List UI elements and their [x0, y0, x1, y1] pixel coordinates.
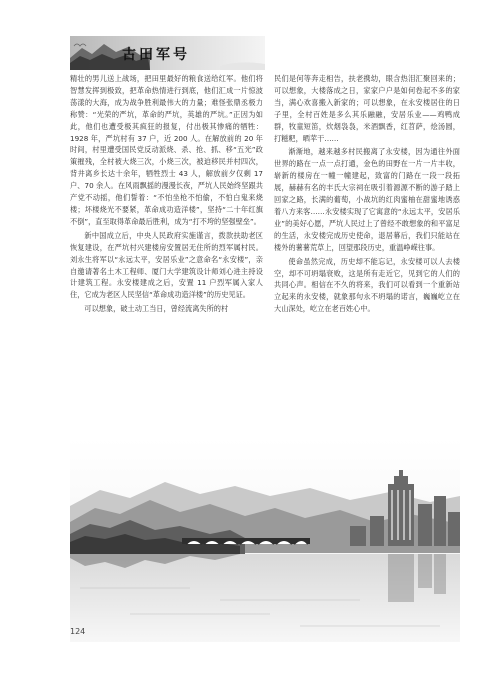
paragraph: 使命虽然完成，历史却不能忘记，永安楼可以人去楼空，却不可坍塌衰败，这是所有走近它，见到它的人们的共同心声。相信在不久的将来，我们可以看到一个重新站立起来的永安楼，就象那句永不坍塌的诺言，巍巍屹立在大山深处，屹立在老百姓心中。	[274, 256, 460, 314]
landscape-ink-illustration	[70, 438, 460, 642]
paragraph: 新中国成立后，中央人民政府实施谨言，拨款扶助老区恢复建设，在严坑村兴建楼房安置居无住所的烈军属村民。刘永生将军以“永远太平，安居乐业”之意命名“永安楼”，亲自邀请著名土木工程师、厦门大学建筑设计师刘心进主持设计建筑工程。永安楼建成之后，安置 11 户烈军属入家人住，它成为老区人民坚信“革命成功造洋楼”的历史见证。	[70, 230, 263, 300]
paragraph: 民们是何等奔走相告，扶老携幼，眼含热泪汇聚回来的；可以想象，大楼落成之日，家家户户是如何卷起不多的家当，满心欢喜搬入新家的；可以想象，在永安楼居住的日子里，全村百姓是多么其乐融融，安居乐业——鸡鸭成群，牧童短笛，炊烟袅袅，米酒飘香，红苕萨，烩汤圆，打糍粑，晒苹干……	[274, 74, 460, 143]
column-title: 古田军号	[122, 47, 190, 63]
paragraph: 渐渐地，越来越多村民搬离了永安楼，因为通往外面世界的路在一点一点打通，金色的田野在一片一片丰收，崭新的楼房在一幢一幢建起，致富的门路在一段一段拓展，赫赫有名的丰氏大宗祠在吸引着源源不断的游子踏上回家之路，长满的葡萄，小战坑的红肉蜜柚在甜蜜地诱惑着八方来客……永安楼实现了它寓意的“永远太平，安居乐业”的美好心愿，严坑人民过上了曾经不敢想象的和平富足的生活，永安楼完成历史使命，退居幕后，我们只能站在楼外的薯薯荒草上，回望那段历史，重温峥嵘往事。	[274, 147, 460, 252]
right-text-column	[274, 73, 460, 317]
arch-bridge-icon	[182, 538, 310, 544]
town-bridge-landscape-icon	[70, 438, 460, 642]
paragraph: 可以想象，破土动工当日，曾经流离失所的村	[84, 304, 229, 314]
left-text-column	[70, 73, 263, 317]
paragraph: 精壮的男儿送上战场，把田里最好的粮食送给红军。他们将智慧发挥到极致，把革命热情进行到底，他们汇成一片惊波荡漾的大海，成为战争胜利最伟大的力量；难怪张鼎丞极力称赞：“光荣的严坑，革命的严坑，英雄的严坑。”正因为如此，他们也遭受极其疯狂的报复，付出极其惨痛的牺牲：1928 年，严坑村有 37 户，近 200 人。在解放前的 20 年时间，村里遭受国民党反动派烧、杀、抢、抓、移“五光”政策摧残，全村被大烧三次，小烧三次，被迫移民并村四次，背井离乡长达十余年，牺牲烈士 43 人，解放前夕仅剩 17 户、70 余人。在风雨飘摇的漫漫长夜，严坑人民始终坚跟共产党不动摇，他们誓着：“不怕坐枪不怕偷，不怕白鬼来烧楼；坏楼烧光不要紧，革命成功造洋楼”，坚持“二十年红旗不倒”，直至取得革命最后胜利，成为“打不垮的坚强壁垒”。	[70, 74, 263, 226]
page-number: 124	[70, 627, 86, 636]
